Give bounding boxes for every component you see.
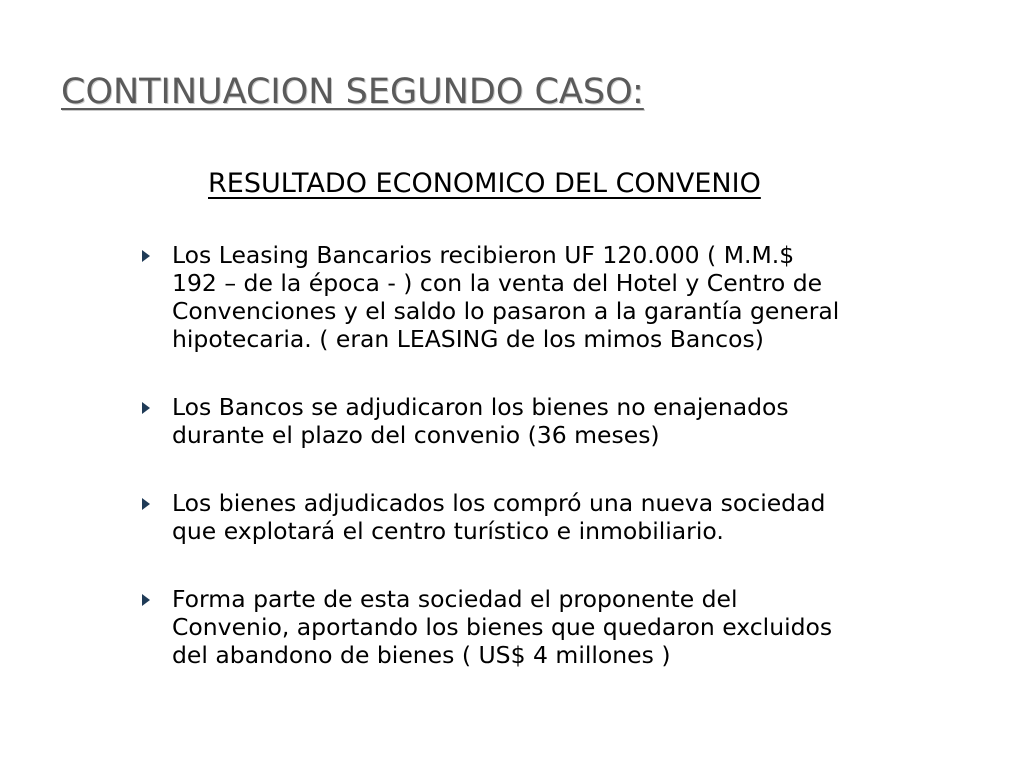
arrow-bullet-icon [142,250,150,262]
slide-subtitle: RESULTADO ECONOMICO DEL CONVENIO [208,168,761,199]
arrow-bullet-icon [142,402,150,414]
bullet-text: Los Leasing Bancarios recibieron UF 120.000 ( M.M.$ 192 – de la época - ) con la venta del Hotel y Centro de Convenciones y el saldo lo pasaron a la garantía general hipotecaria. ( eran LEASING de los mimos Bancos) [172,241,840,353]
bullet-item [140,393,960,449]
bullet-item [140,241,960,353]
bullet-item [140,489,960,545]
slide-title: CONTINUACION SEGUNDO CASO: [61,72,644,112]
bullet-list [140,241,960,709]
bullet-item [140,585,960,669]
arrow-bullet-icon [142,498,150,510]
bullet-text: Forma parte de esta sociedad el proponente del Convenio, aportando los bienes que quedaron excluidos del abandono de bienes ( US$ 4 millones ) [172,585,833,669]
bullet-text: Los bienes adjudicados los compró una nueva sociedad que explotará el centro turístico e inmobiliario. [172,489,826,545]
arrow-bullet-icon [142,594,150,606]
bullet-text: Los Bancos se adjudicaron los bienes no enajenados durante el plazo del convenio (36 meses) [172,393,789,449]
